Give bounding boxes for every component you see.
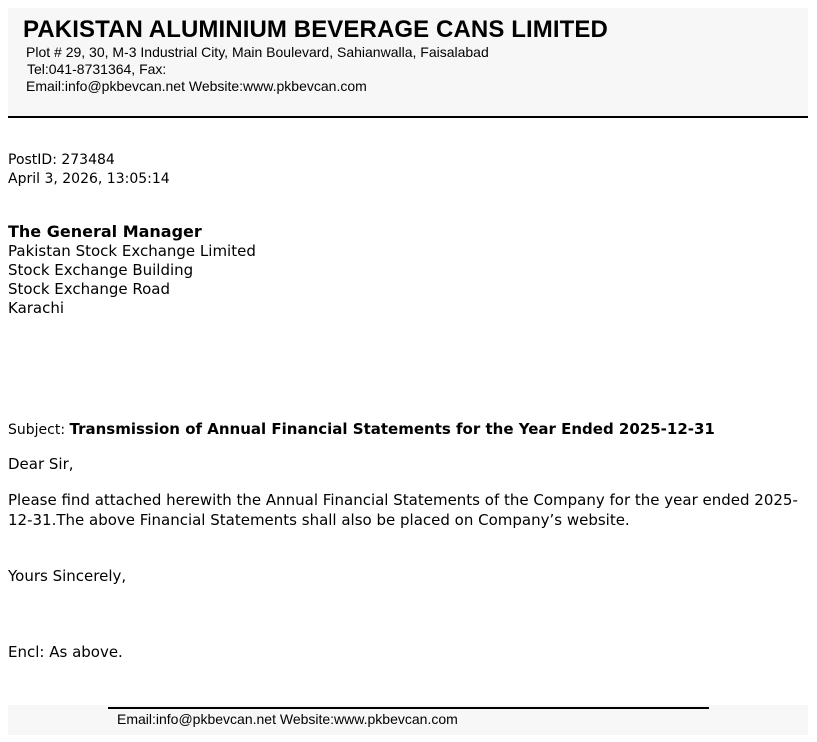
company-phone-fax: Tel:041-8731364, Fax: [27,61,167,77]
letterhead [8,8,808,116]
subject-label: Subject: [8,422,70,438]
header-divider [8,116,808,118]
letter-body: Please find attached herewith the Annual Financial Statements of the Company for the year ended 2025-12-31.The above Financial Statements shall also be placed on Company’s website. [8,491,798,529]
subject-text: Transmission of Annual Financial Statements for the Year Ended 2025-12-31 [69,420,715,438]
footer-divider [108,707,709,709]
recipient-line: Stock Exchange Building [8,261,194,279]
recipient-line: Stock Exchange Road [8,280,170,298]
salutation: Dear Sir, [8,455,74,473]
footer-email-website: Email:info@pkbevcan.net Website:www.pkbevcan.com [117,711,458,727]
closing: Yours Sincerely, [8,567,127,585]
company-name: PAKISTAN ALUMINIUM BEVERAGE CANS LIMITED [23,16,608,43]
post-id: PostID: 273484 [8,152,115,168]
subject-line [8,420,715,438]
recipient-title: The General Manager [8,222,202,241]
post-datetime: April 3, 2026, 13:05:14 [8,171,170,187]
company-email-website: Email:info@pkbevcan.net Website:www.pkbevcan.com [26,78,367,94]
recipient-line: Pakistan Stock Exchange Limited [8,242,256,260]
recipient-line: Karachi [8,299,65,317]
company-address: Plot # 29, 30, M-3 Industrial City, Main Boulevard, Sahianwalla, Faisalabad [26,44,489,60]
enclosure: Encl: As above. [8,643,123,661]
